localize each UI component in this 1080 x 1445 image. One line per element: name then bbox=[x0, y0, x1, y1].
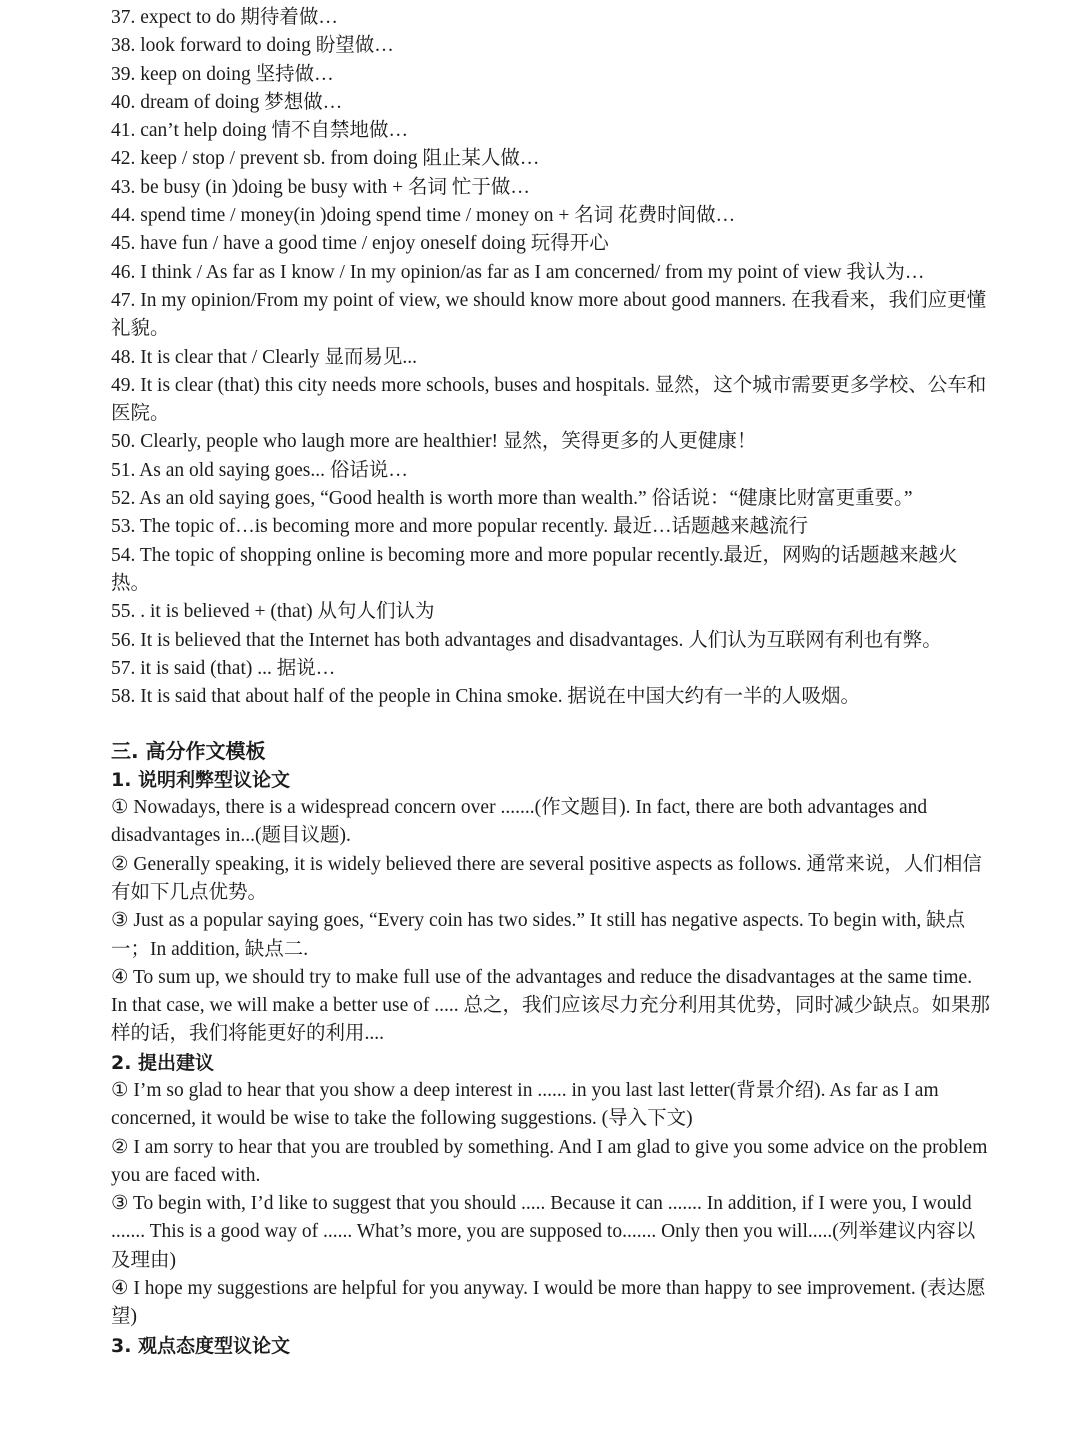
phrase-list bbox=[111, 4, 991, 711]
phrase-item: 48. It is clear that / Clearly 显而易见... bbox=[111, 346, 417, 368]
phrase-item: 41. can’t help doing 情不自禁地做… bbox=[111, 120, 408, 142]
template-paragraph: ③ To begin with, I’d like to suggest that you should ..... Because it can ....... In addition, if I were you, I would ....... This is a good way of ...... What’s more, you are supposed to....... Only then you will.....(列举建议内容以及理由) bbox=[111, 1193, 976, 1271]
template-list bbox=[111, 766, 991, 1360]
phrase-item: 46. I think / As far as I know / In my opinion/as far as I am concerned/ from my point of view 我认为… bbox=[111, 261, 925, 283]
phrase-item: 55. . it is believed + (that) 从句人们认为 bbox=[111, 601, 435, 623]
phrase-item: 43. be busy (in )doing be busy with + 名词 忙于做… bbox=[111, 176, 530, 198]
phrase-item: 37. expect to do 期待着做… bbox=[111, 7, 338, 28]
template-paragraph: ① Nowadays, there is a widespread concern over .......(作文题目). In fact, there are both advantages and disadvantages in...(题目议题). bbox=[111, 797, 928, 847]
phrase-item: 44. spend time / money(in )doing spend time / money on + 名词 花费时间做… bbox=[111, 205, 736, 227]
phrase-item: 49. It is clear (that) this city needs more schools, buses and hospitals. 显然，这个城市需要更多学校、公车和医院。 bbox=[111, 374, 987, 425]
template-paragraph: ③ Just as a popular saying goes, “Every coin has two sides.” It still has negative aspects. To begin with, 缺点一；In addition, 缺点二. bbox=[111, 910, 966, 960]
phrase-item: 50. Clearly, people who laugh more are healthier! 显然，笑得更多的人更健康！ bbox=[111, 431, 757, 453]
template-paragraph: ④ I hope my suggestions are helpful for you anyway. I would be more than happy to see improvement. (表达愿望) bbox=[111, 1278, 986, 1328]
phrase-item: 47. In my opinion/From my point of view, we should know more about good manners. 在我看来，我们应更懂礼貌。 bbox=[111, 289, 987, 340]
phrase-item: 57. it is said (that) ... 据说… bbox=[111, 657, 336, 679]
phrase-item: 54. The topic of shopping online is becoming more and more popular recently.最近，网购的话题越来越火热。 bbox=[111, 544, 958, 594]
template-title: 2. 提出建议 bbox=[111, 1051, 215, 1074]
phrase-item: 51. As an old saying goes... 俗话说… bbox=[111, 459, 408, 481]
section-gap bbox=[111, 711, 991, 737]
phrase-item: 52. As an old saying goes, “Good health is worth more than wealth.” 俗话说：“健康比财富更重要。” bbox=[111, 488, 913, 510]
document-page bbox=[111, 4, 991, 1360]
template-title: 3. 观点态度型议论文 bbox=[111, 1334, 291, 1357]
template-paragraph: ① I’m so glad to hear that you show a deep interest in ...... in you last last letter(背景介绍). As far as I am concerned, it would be wise to take the following suggestions. (导入下文) bbox=[111, 1079, 939, 1130]
phrase-item: 58. It is said that about half of the people in China smoke. 据说在中国大约有一半的人吸烟。 bbox=[111, 686, 861, 708]
section-title: 三. 高分作文模板 bbox=[111, 739, 266, 764]
template-paragraph: ② I am sorry to hear that you are troubled by something. And I am glad to give you some advice on the problem you are faced with. bbox=[111, 1136, 988, 1186]
phrase-item: 56. It is believed that the Internet has both advantages and disadvantages. 人们认为互联网有利也有弊。 bbox=[111, 629, 942, 651]
phrase-item: 53. The topic of…is becoming more and more popular recently. 最近…话题越来越流行 bbox=[111, 516, 808, 538]
phrase-item: 38. look forward to doing 盼望做… bbox=[111, 35, 394, 57]
phrase-item: 45. have fun / have a good time / enjoy oneself doing 玩得开心 bbox=[111, 233, 609, 255]
template-paragraph: ④ To sum up, we should try to make full use of the advantages and reduce the disadvantages at the same time. In that case, we will make a better use of ..... 总之，我们应该尽力充分利用其优势，同时减少缺点。如果那样的话，我们将能更好的利用.... bbox=[111, 966, 990, 1045]
phrase-item: 39. keep on doing 坚持做… bbox=[111, 63, 334, 85]
phrase-item: 40. dream of doing 梦想做… bbox=[111, 91, 343, 113]
template-paragraph: ② Generally speaking, it is widely believed there are several positive aspects as follows. 通常来说，人们相信有如下几点优势。 bbox=[111, 853, 982, 903]
template-title: 1. 说明利弊型议论文 bbox=[111, 768, 291, 791]
phrase-item: 42. keep / stop / prevent sb. from doing 阻止某人做… bbox=[111, 148, 540, 170]
